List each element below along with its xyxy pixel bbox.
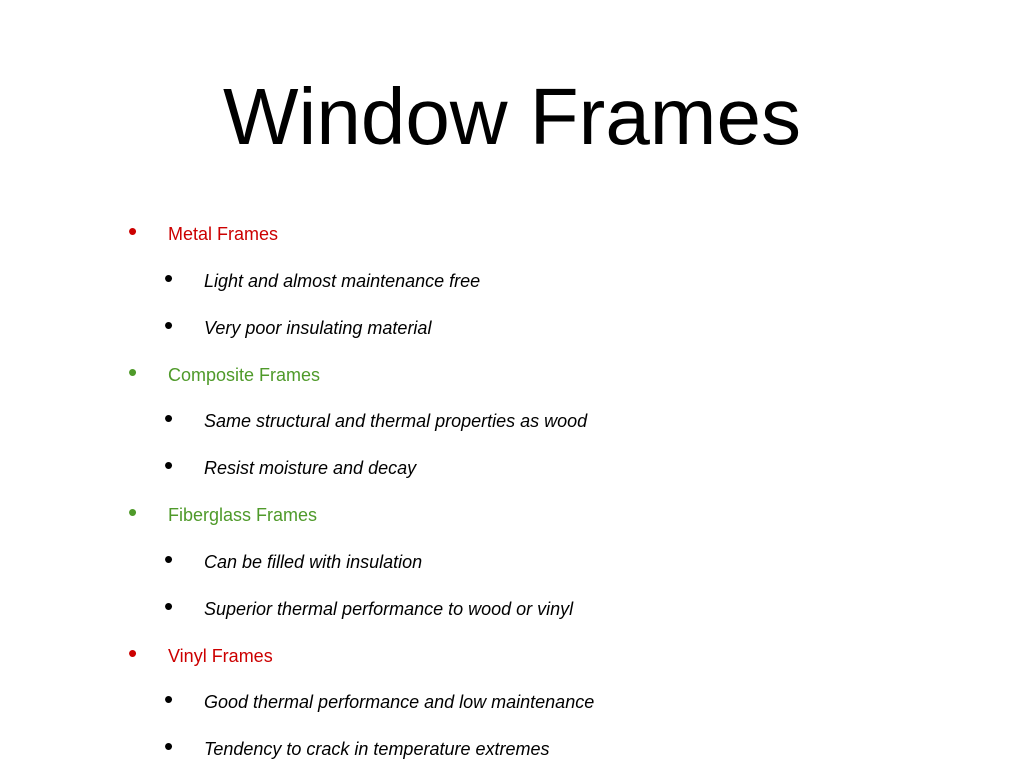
list-item-label: Good thermal performance and low maintenance [204, 692, 595, 713]
list-item-label: Resist moisture and decay [204, 458, 417, 479]
list-item [0, 543, 1024, 597]
section-heading-fiberglass-frames [0, 497, 1024, 550]
bullet-icon: • [164, 543, 174, 574]
section-heading-composite-frames [0, 356, 1024, 410]
list-item-label: Light and almost maintenance free [204, 270, 481, 291]
section-heading-label: Metal Frames [168, 224, 279, 244]
bullet-icon: • [128, 637, 138, 668]
bullet-list [0, 216, 1024, 768]
bullet-icon: • [128, 216, 138, 246]
list-item-label: Very poor insulating material [204, 317, 432, 338]
slide-title: Window Frames [223, 72, 801, 161]
list-item-label: Superior thermal performance to wood or vinyl [204, 598, 574, 619]
section-heading-vinyl-frames [0, 637, 1024, 691]
bullet-icon: • [128, 497, 138, 528]
list-item-label: Same structural and thermal properties as wood [204, 411, 588, 432]
list-item-label: Can be filled with insulation [204, 551, 423, 572]
bullet-icon: • [164, 403, 174, 434]
bullet-icon: • [164, 684, 174, 715]
section-heading-label: Vinyl Frames [168, 645, 273, 666]
section-heading-label: Composite Frames [168, 364, 321, 385]
bullet-icon: • [164, 590, 174, 621]
bullet-icon: • [128, 356, 138, 387]
bullet-icon: • [164, 262, 174, 293]
list-item [0, 590, 1024, 644]
list-item [0, 731, 1024, 768]
list-item [0, 262, 1024, 316]
list-item [0, 309, 1024, 363]
list-item [0, 684, 1024, 737]
section-heading-metal-frames [0, 216, 1024, 269]
list-item-label: Tendency to crack in temperature extremes [204, 739, 550, 760]
section-heading-label: Fiberglass Frames [168, 505, 318, 526]
list-item [0, 450, 1024, 503]
bullet-icon: • [164, 731, 174, 762]
bullet-icon: • [164, 450, 174, 481]
list-item [0, 403, 1024, 456]
bullet-icon: • [164, 309, 174, 340]
